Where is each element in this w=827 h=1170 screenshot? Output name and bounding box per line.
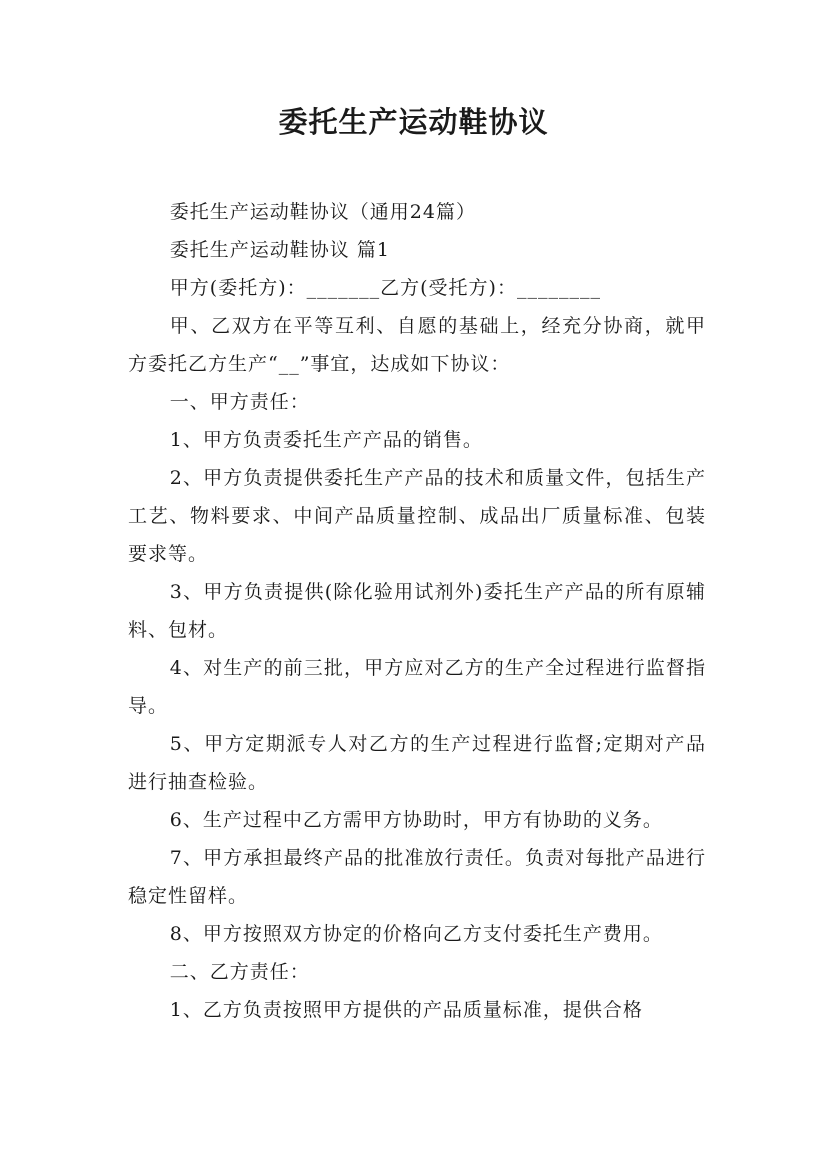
- clause-a-3: 3、甲方负责提供(除化验用试剂外)委托生产产品的所有原辅料、包材。: [128, 581, 706, 641]
- clause-a-8: 8、甲方按照双方协定的价格向乙方支付委托生产费用。: [169, 923, 663, 945]
- party-line: 甲方(委托方)：_______乙方(受托方)：________: [169, 277, 601, 299]
- section-heading-part1: 委托生产运动鞋协议 篇1: [169, 239, 390, 261]
- clause-b-1: 1、乙方负责按照甲方提供的产品质量标准，提供合格: [169, 999, 643, 1021]
- clause-a-6: 6、生产过程中乙方需甲方协助时，甲方有协助的义务。: [169, 809, 663, 831]
- document-body: [128, 193, 706, 1029]
- heading-party-b-duties: 二、乙方责任：: [169, 961, 310, 983]
- heading-party-a-duties: 一、甲方责任：: [169, 391, 310, 413]
- preamble-paragraph: 甲、乙双方在平等互利、自愿的基础上，经充分协商，就甲方委托乙方生产“__”事宜，达成如下协议：: [128, 315, 706, 375]
- doc-subtitle: 委托生产运动鞋协议（通用24篇）: [169, 201, 476, 223]
- document-title: 委托生产运动鞋协议: [278, 105, 549, 139]
- clause-a-1: 1、甲方负责委托生产产品的销售。: [169, 429, 483, 451]
- clause-a-7: 7、甲方承担最终产品的批准放行责任。负责对每批产品进行稳定性留样。: [128, 847, 706, 907]
- clause-a-5: 5、甲方定期派专人对乙方的生产过程进行监督;定期对产品进行抽查检验。: [128, 733, 706, 793]
- clause-a-4: 4、对生产的前三批，甲方应对乙方的生产全过程进行监督指导。: [128, 657, 706, 717]
- clause-a-2: 2、甲方负责提供委托生产产品的技术和质量文件，包括生产工艺、物料要求、中间产品质量控制、成品出厂质量标准、包装要求等。: [128, 467, 706, 565]
